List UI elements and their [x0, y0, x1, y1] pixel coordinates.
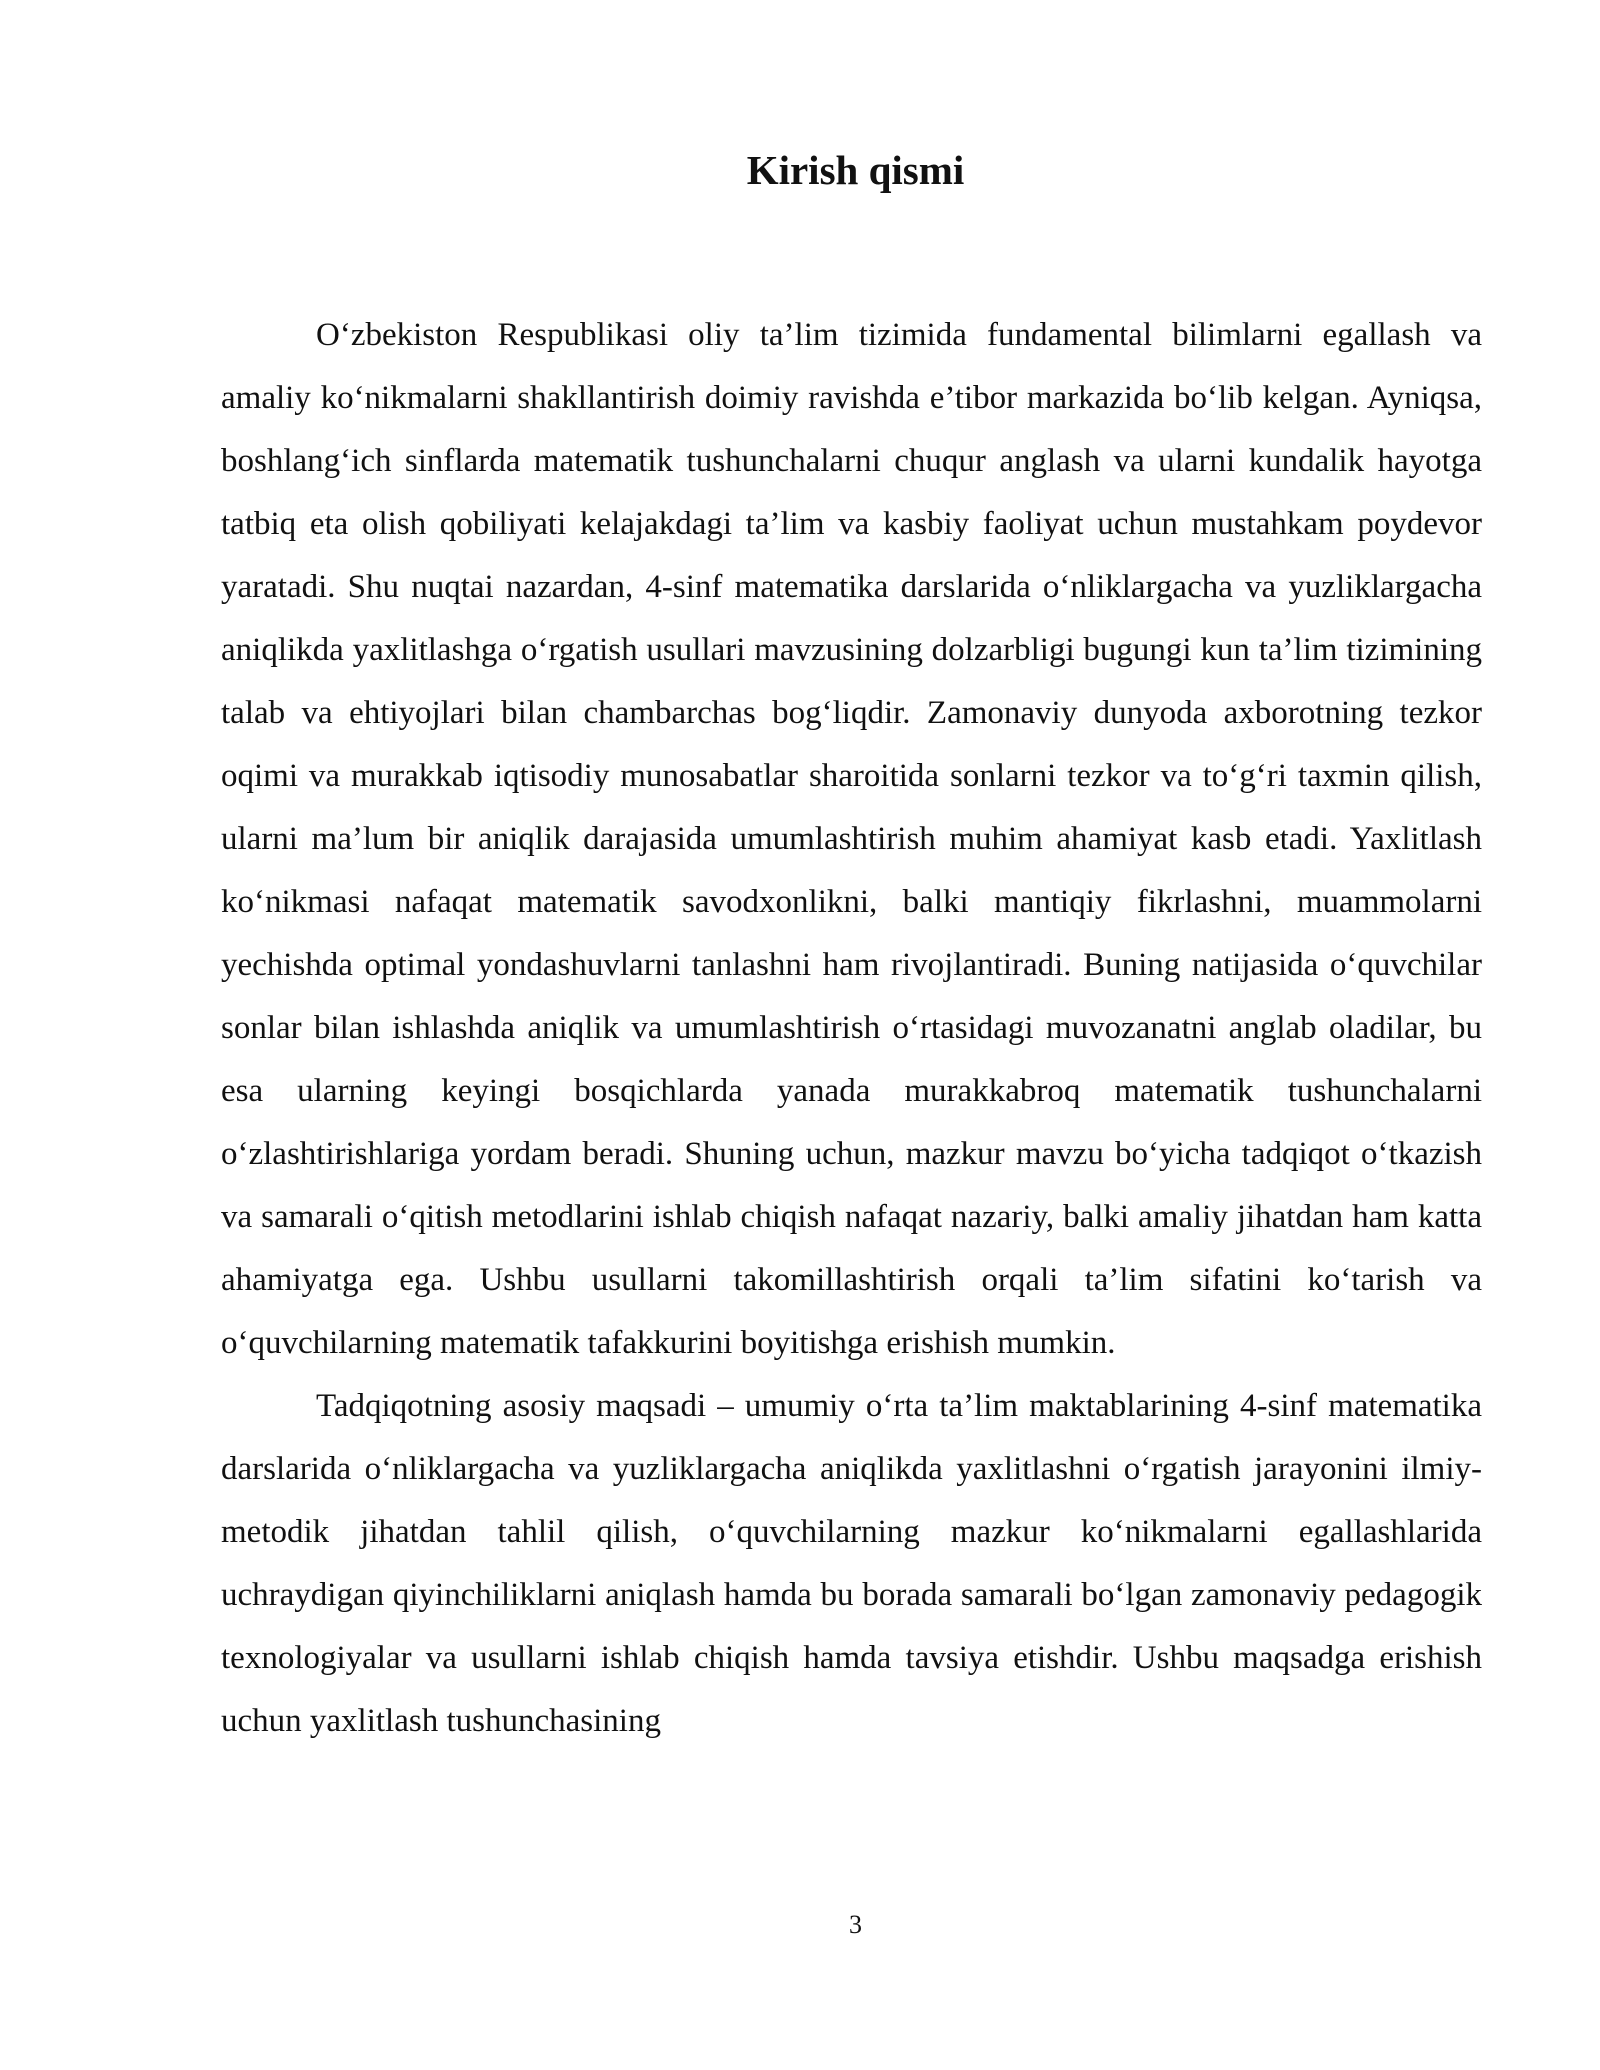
page-title: Kirish qismi [746, 147, 965, 193]
paragraph-1: O‘zbekiston Respublikasi oliy ta’lim tizimida fundamental bilimlarni egallash va amaliy ko‘nikmalarni shakllantirish doimiy ravishda e’tibor markazida bo‘lib kelgan. Ayniqsa, boshlang‘ich sinflarda matematik tushunchalarni chuqur anglash va ularni kundalik hayotga tatbiq eta olish qobiliyati kelajakdagi ta’lim va kasbiy faoliyat uchun mustahkam poydevor yaratadi. Shu nuqtai nazardan, 4-sinf matematika darslarida o‘nliklargacha va yuzliklargacha aniqlikda yaxlitlashga o‘rgatish usullari mavzusining dolzarbligi bugungi kun ta’lim tizimining talab va ehtiyojlari bilan chambarchas bog‘liqdir. Zamonaviy dunyoda axborotning tezkor oqimi va murakkab iqtisodiy munosabatlar sharoitida sonlarni tezkor va to‘g‘ri taxmin qilish, ularni ma’lum bir aniqlik darajasida umumlashtirish muhim ahamiyat kasb etadi. Yaxlitlash ko‘nikmasi nafaqat matematik savodxonlikni, balki mantiqiy fikrlashni, muammolarni yechishda optimal yondashuvlarni tanlashni ham rivojlantiradi. Buning natijasida o‘quvchilar sonlar bilan ishlashda aniqlik va umumlashtirish o‘rtasidagi muvozanatni anglab oladilar, bu esa ularning keyingi bosqichlarda yanada murakkabroq matematik tushunchalarni o‘zlashtirishlariga yordam beradi. Shuning uchun, mazkur mavzu bo‘yicha tadqiqot o‘tkazish va samarali o‘qitish metodlarini ishlab chiqish nafaqat nazariy, balki amaliy jihatdan ham katta ahamiyatga ega. Ushbu usullarni takomillashtirish orqali ta’lim sifatini ko‘tarish va o‘quvchilarning matematik tafakkurini boyitishga erishish mumkin. [221, 317, 1482, 1361]
paragraph-2: Tadqiqotning asosiy maqsadi – umumiy o‘rta ta’lim maktablarining 4-sinf matematika darslarida o‘nliklargacha va yuzliklargacha aniqlikda yaxlitlashni o‘rgatish jarayonini ilmiy-metodik jihatdan tahlil qilish, o‘quvchilarning mazkur ko‘nikmalarni egallashlarida uchraydigan qiyinchiliklarni aniqlash hamda bu borada samarali bo‘lgan zamonaviy pedagogik texnologiyalar va usullarni ishlab chiqish hamda tavsiya etishdir. Ushbu maqsadga erishish uchun yaxlitlash tushunchasining [221, 1388, 1482, 1739]
page-number: 3 [849, 1910, 862, 1939]
body-text [221, 304, 1482, 1753]
